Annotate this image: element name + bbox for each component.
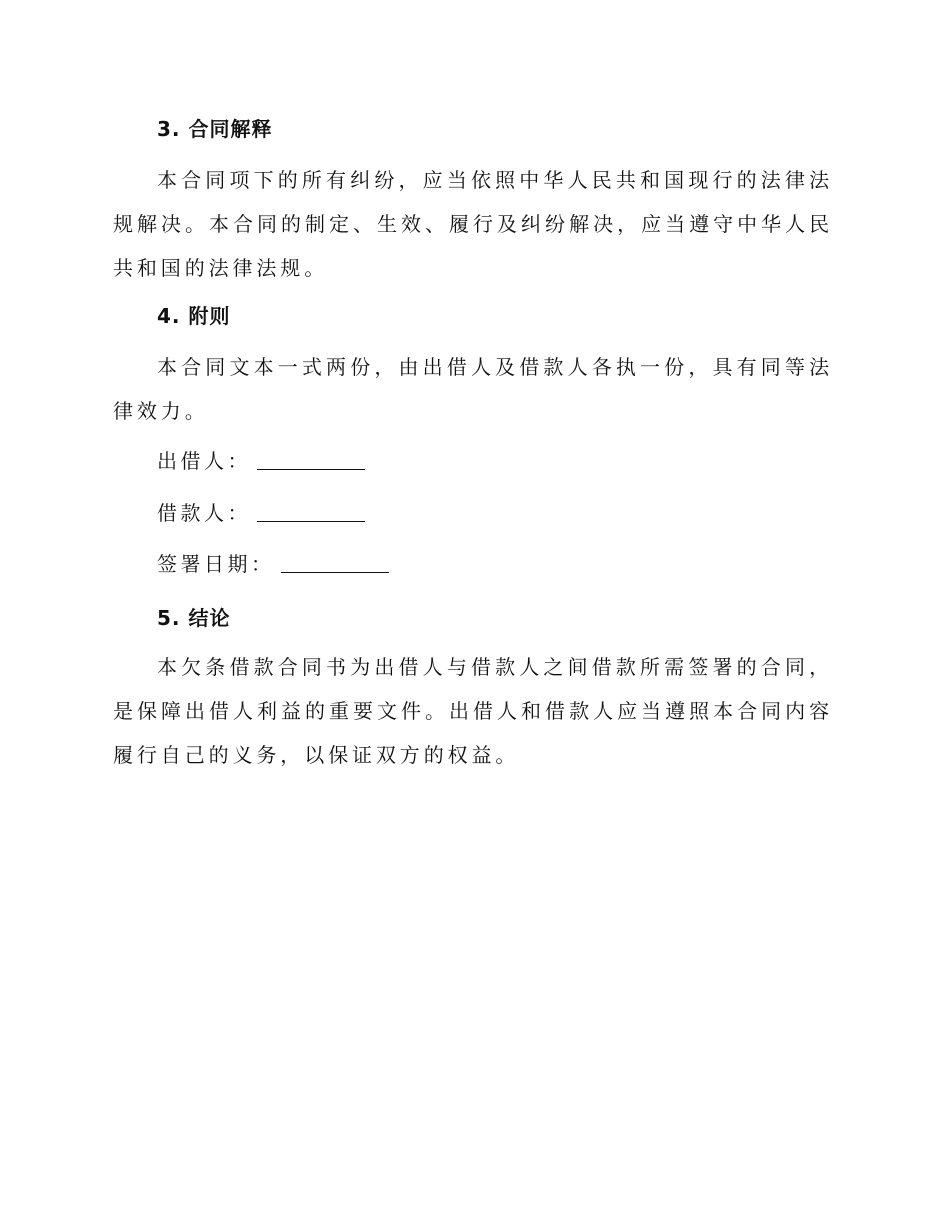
section-heading-supplementary: 4. 附则 <box>157 304 231 328</box>
section-heading-conclusion: 5. 结论 <box>157 606 231 630</box>
date-signature-line <box>157 549 389 579</box>
section-body-interpretation: 本合同项下的所有纠纷，应当依照中华人民共和国现行的法律法规解决。本合同的制定、生效、履行及纠纷解决，应当遵守中华人民共和国的法律法规。 <box>113 168 833 280</box>
lender-signature-blank <box>257 449 365 470</box>
date-signature-blank <box>281 552 389 573</box>
lender-signature-line <box>157 446 365 476</box>
lender-label: 出借人： <box>157 449 251 473</box>
borrower-label: 借款人： <box>157 501 251 525</box>
section-body-supplementary: 本合同文本一式两份，由出借人及借款人各执一份，具有同等法律效力。 <box>113 355 833 423</box>
borrower-signature-line <box>157 498 365 528</box>
borrower-signature-blank <box>257 501 365 522</box>
date-label: 签署日期： <box>157 552 275 576</box>
section-heading-interpretation: 3. 合同解释 <box>157 117 273 141</box>
section-body-conclusion: 本欠条借款合同书为出借人与借款人之间借款所需签署的合同，是保障出借人利益的重要文件。出借人和借款人应当遵照本合同内容履行自己的义务，以保证双方的权益。 <box>113 655 833 767</box>
